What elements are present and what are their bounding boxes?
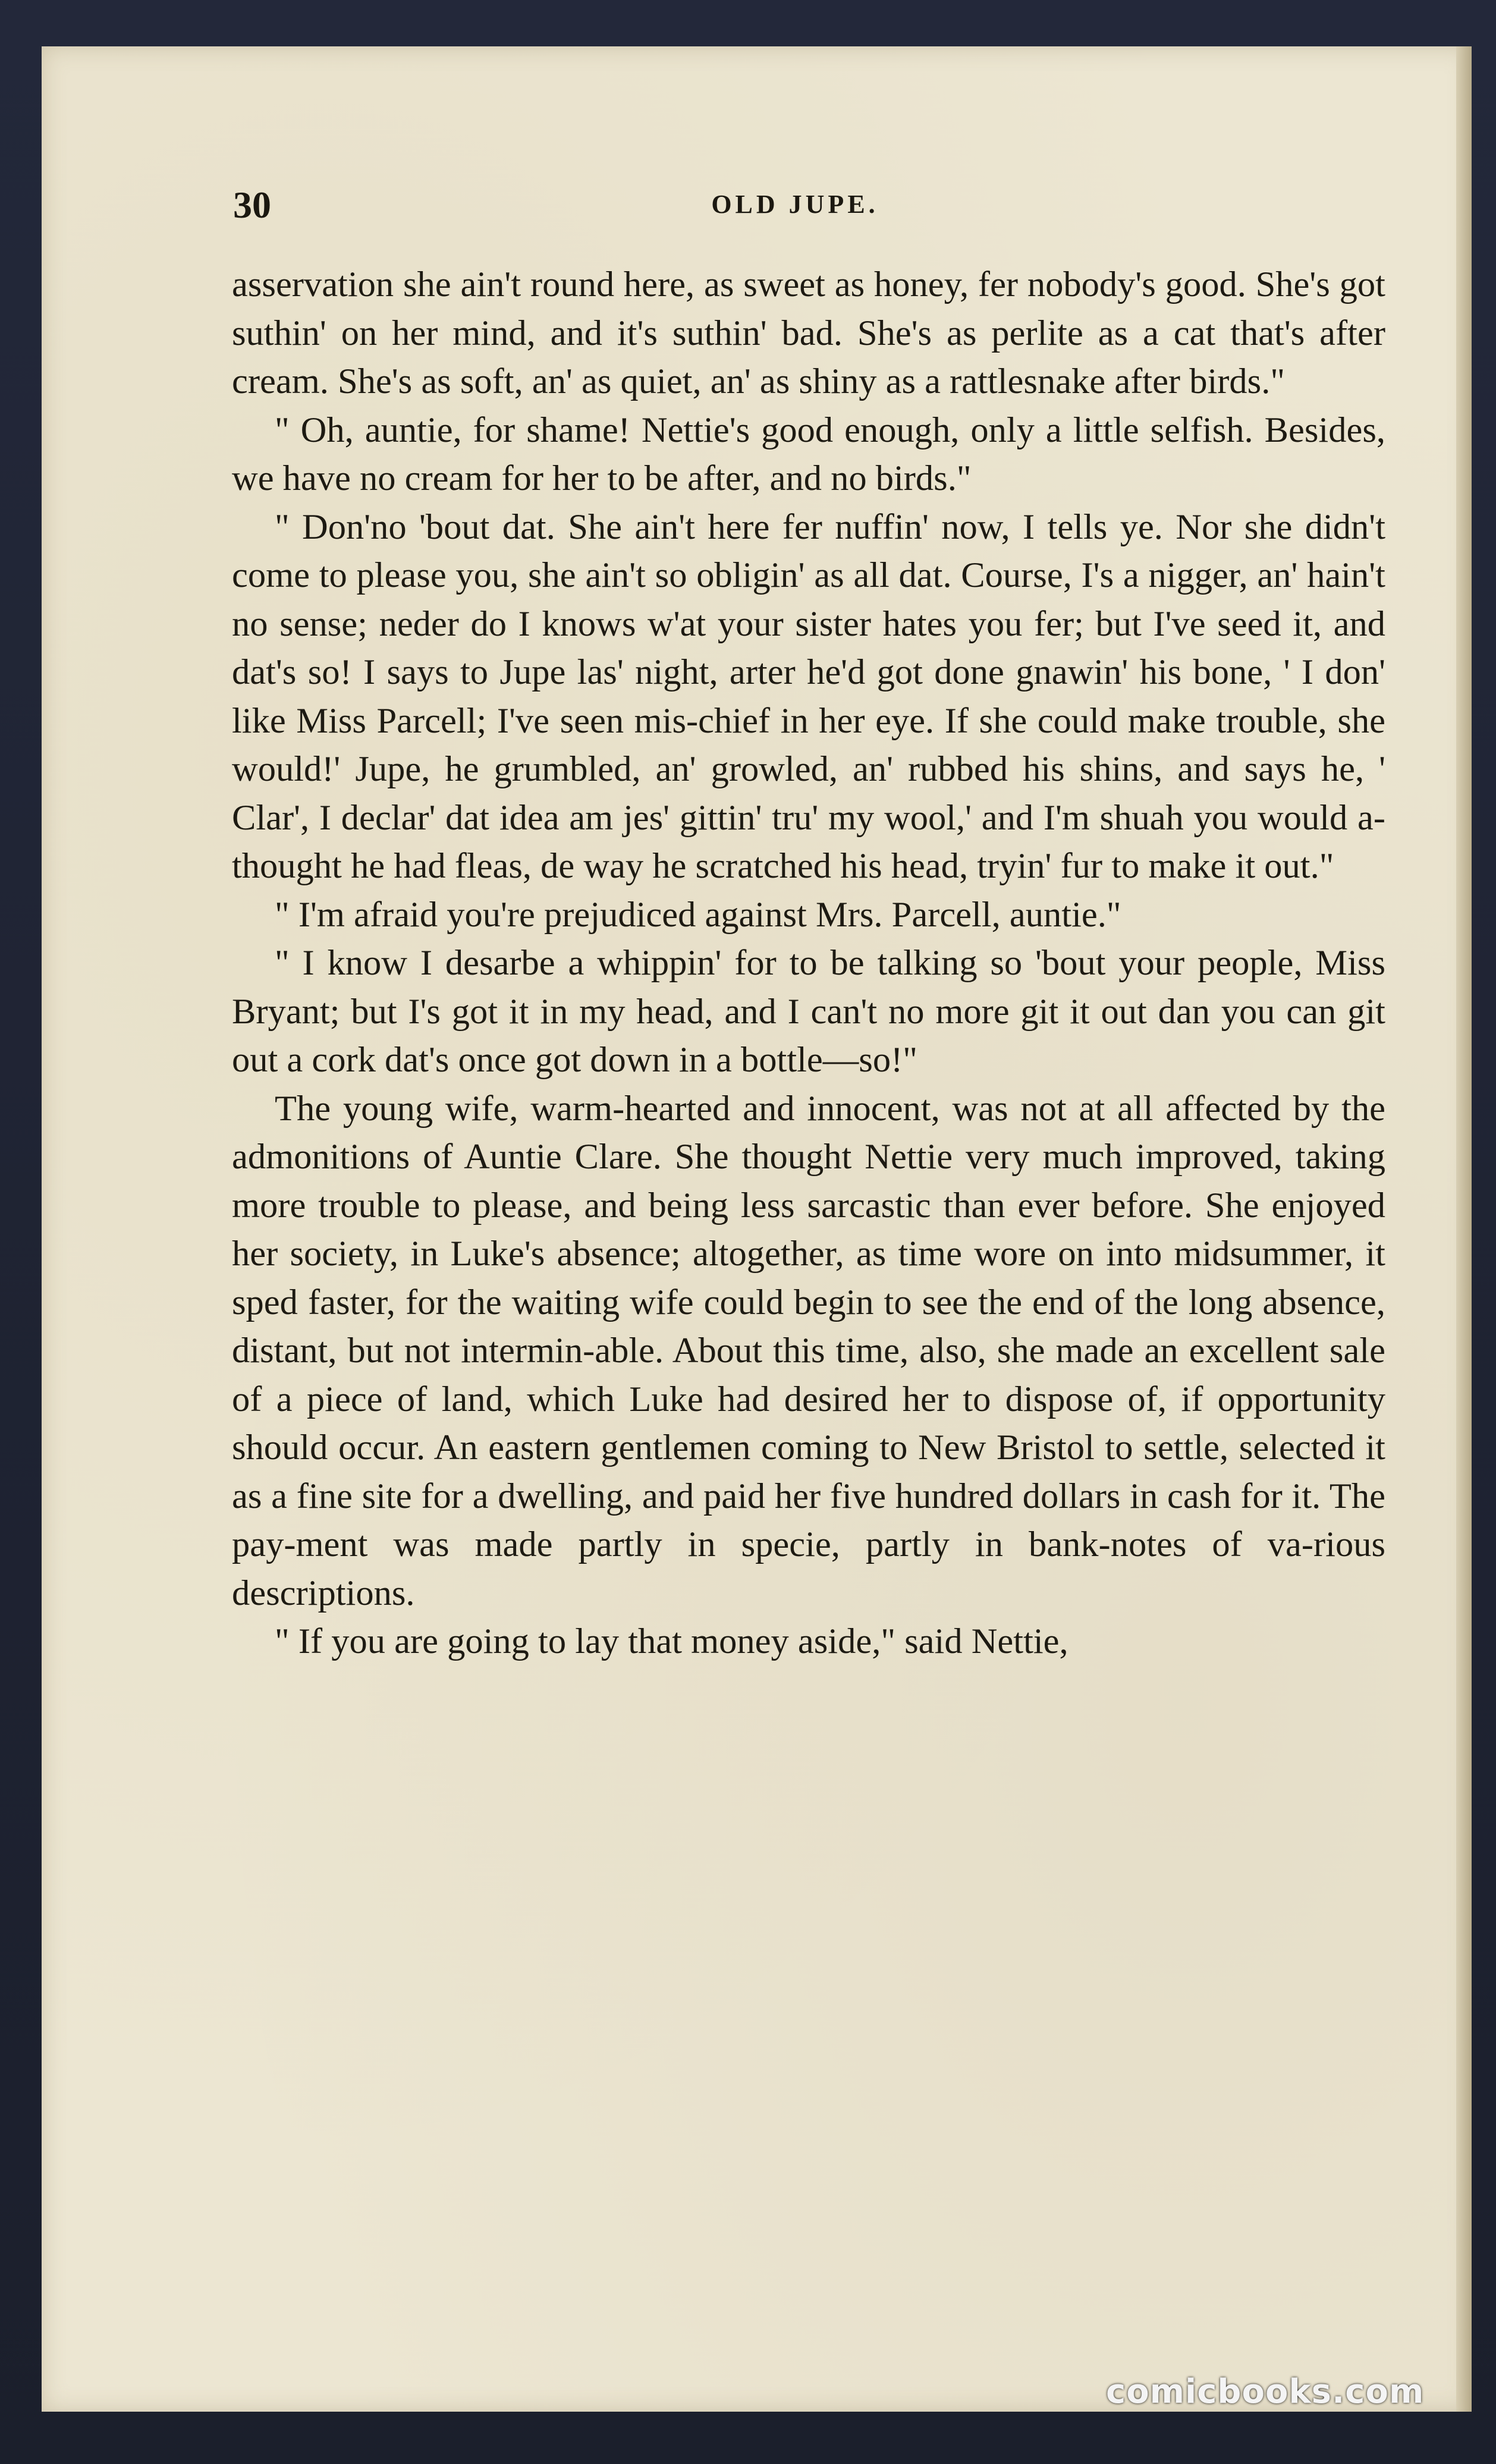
- paragraph: " If you are going to lay that money aside," said Nettie,: [275, 1621, 1068, 1661]
- paragraph: " I'm afraid you're prejudiced against Mrs. Parcell, auntie.": [275, 894, 1121, 935]
- page-number: 30: [233, 184, 271, 226]
- running-head: [233, 165, 1357, 225]
- paragraph: " I know I desarbe a whippin' for to be talking so 'bout your people, Miss Bryant; but I's got it in my head, and I can't no more git it out dan you can git out a cork dat's once got down in a bottle—so!": [232, 943, 1385, 1080]
- paragraph: asservation she ain't round here, as sweet as honey, fer nobody's good. She's got suthin' on her mind, and it's suthin' bad. She's as perlite as a cat that's after cream. She's as soft, an' as quiet, an' as shiny as a rattlesnake after birds.": [232, 265, 1385, 401]
- paragraph: " Don'no 'bout dat. She ain't here fer nuffin' now, I tells ye. Nor she didn't come to please you, she ain't so obligin' as all dat. Course, I's a nigger, an' hain't no sense; neder do I knows w'at your sister hates you fer; but I've seed it, and dat's so! I says to Jupe las' night, arter he'd got done gnawin' his bone, ' I don' like Miss Parcell; I've seen mis-chief in her eye. If she could make trouble, she would!' Jupe, he grumbled, an' growled, an' rubbed his shins, and says he, ' Clar', I declar' dat idea am jes' gittin' tru' my wool,' and I'm shuah you would a-thought he had fleas, de way he scratched his head, tryin' fur to make it out.": [232, 507, 1385, 886]
- watermark: comicbooks.com: [1106, 2372, 1425, 2411]
- body-text: [232, 260, 1385, 1666]
- paragraph: The young wife, warm-hearted and innocent, was not at all affected by the admonitions of Auntie Clare. She thought Nettie very much improved, taking more trouble to please, and being less sarcastic than ever before. She enjoyed her society, in Luke's absence; altogether, as time wore on into midsummer, it sped faster, for the waiting wife could begin to see the end of the long absence, distant, but not intermin-able. About this time, also, she made an excellent sale of a piece of land, which Luke had desired her to dispose of, if opportunity should occur. An eastern gentlemen coming to New Bristol to settle, selected it as a fine site for a dwelling, and paid her five hundred dollars in cash for it. The pay-ment was made partly in specie, partly in bank-notes of va-rious descriptions.: [232, 1088, 1385, 1613]
- page-edge: [1456, 46, 1472, 2412]
- running-title: OLD JUPE.: [711, 190, 879, 219]
- paragraph: " Oh, auntie, for shame! Nettie's good enough, only a little selfish. Besides, we have no cream for her to be after, and no birds.": [232, 410, 1385, 498]
